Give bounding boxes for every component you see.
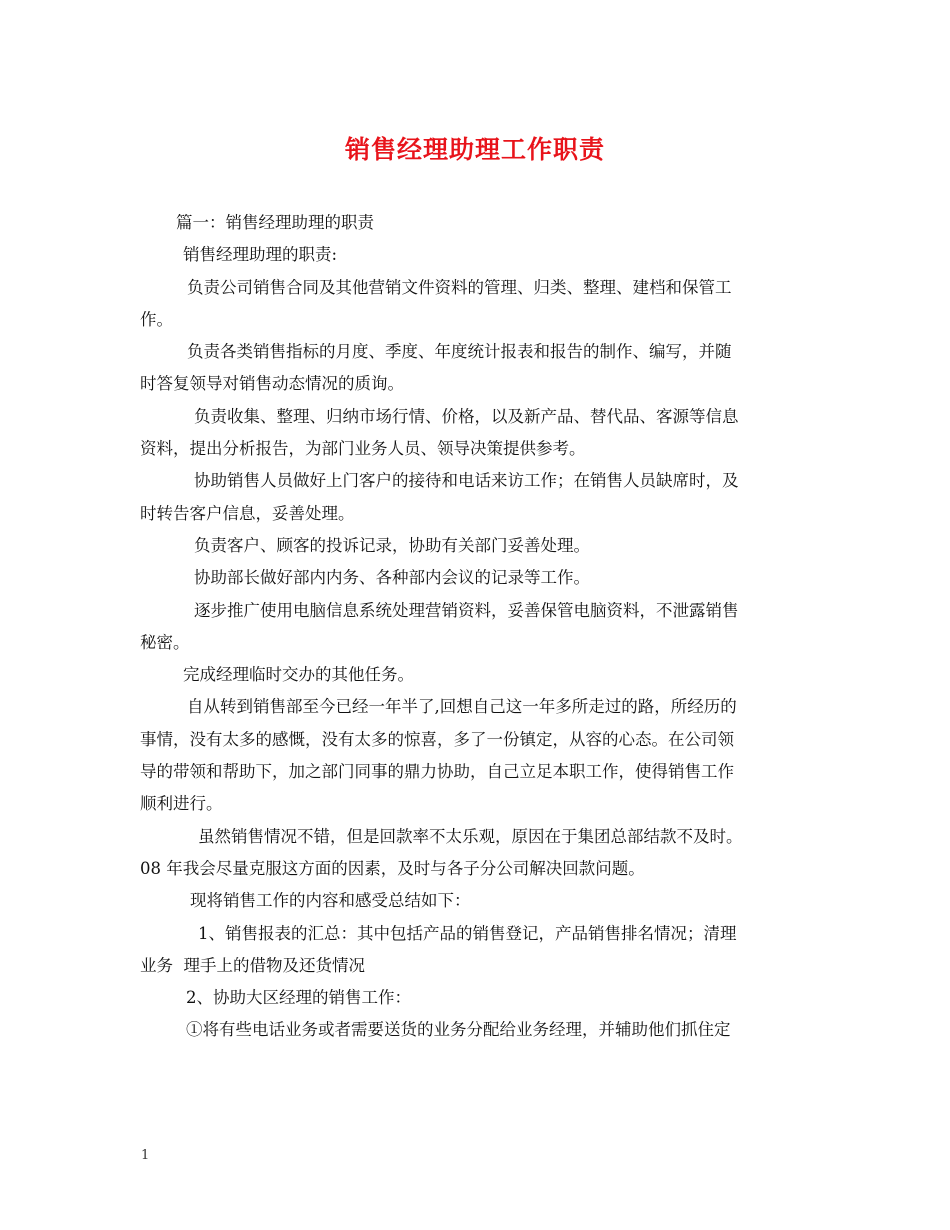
body-line: 08 年我会尽量克服这方面的因素，及时与各子分公司解决回款问题。 [140,858,645,878]
body-line: 事情，没有太多的感慨，没有太多的惊喜，多了一份镇定，从容的心态。在公司领 [140,729,734,749]
body-line: 协助部长做好部内内务、各种部内会议的记录等工作。 [194,568,590,588]
body-line: 篇一：销售经理助理的职责 [176,213,374,232]
body-line: 现将销售工作的内容和感受总结如下： [190,891,471,911]
body-line: 资料，提出分析报告，为部门业务人员、领导决策提供参考。 [140,439,586,459]
body-line: 作。 [140,309,173,329]
body-line: ①将有些电话业务或者需要送货的业务分配给业务经理，并辅助他们抓住定 [186,1020,731,1040]
document-body [140,207,820,1047]
body-line: 自从转到销售部至今已经一年半了,回想自己这一年多所走过的路，所经历的 [187,697,737,717]
body-line: 协助销售人员做好上门客户的接待和电话来访工作；在销售人员缺席时，及 [194,471,739,491]
body-line: 销售经理助理的职责: [183,245,338,265]
document-title: 销售经理助理工作职责 [344,135,605,164]
body-line: 顺利进行。 [140,794,223,814]
body-line: 时答复领导对销售动态情况的质询。 [140,374,404,394]
body-line: 导的带领和帮助下，加之部门同事的鼎力协助，自己立足本职工作，使得销售工作 [140,762,734,782]
body-line: 1、销售报表的汇总：其中包括产品的销售登记，产品销售排名情况；清理 [198,923,737,943]
body-line: 负责各类销售指标的月度、季度、年度统计报表和报告的制作、编写，并随 [187,342,732,362]
body-line: 负责公司销售合同及其他营销文件资料的管理、归类、整理、建档和保管工 [187,277,732,297]
body-line: 2、协助大区经理的销售工作： [186,988,411,1008]
body-line: 秘密。 [140,632,190,652]
body-line: 负责收集、整理、归纳市场行情、价格，以及新产品、替代品、客源等信息 [194,406,739,426]
body-line: 逐步推广使用电脑信息系统处理营销资料，妥善保管电脑资料，不泄露销售 [194,600,739,620]
body-line: 负责客户、顾客的投诉记录，协助有关部门妥善处理。 [194,535,590,555]
body-line: 完成经理临时交办的其他任务。 [183,665,414,685]
body-line: 虽然销售情况不错，但是回款率不太乐观，原因在于集团总部结款不及时。 [198,826,743,846]
page-number: 1 [141,1148,150,1163]
body-line: 时转告客户信息，妥善处理。 [140,503,355,523]
body-line: 业务 理手上的借物及还货情况 [140,955,365,975]
